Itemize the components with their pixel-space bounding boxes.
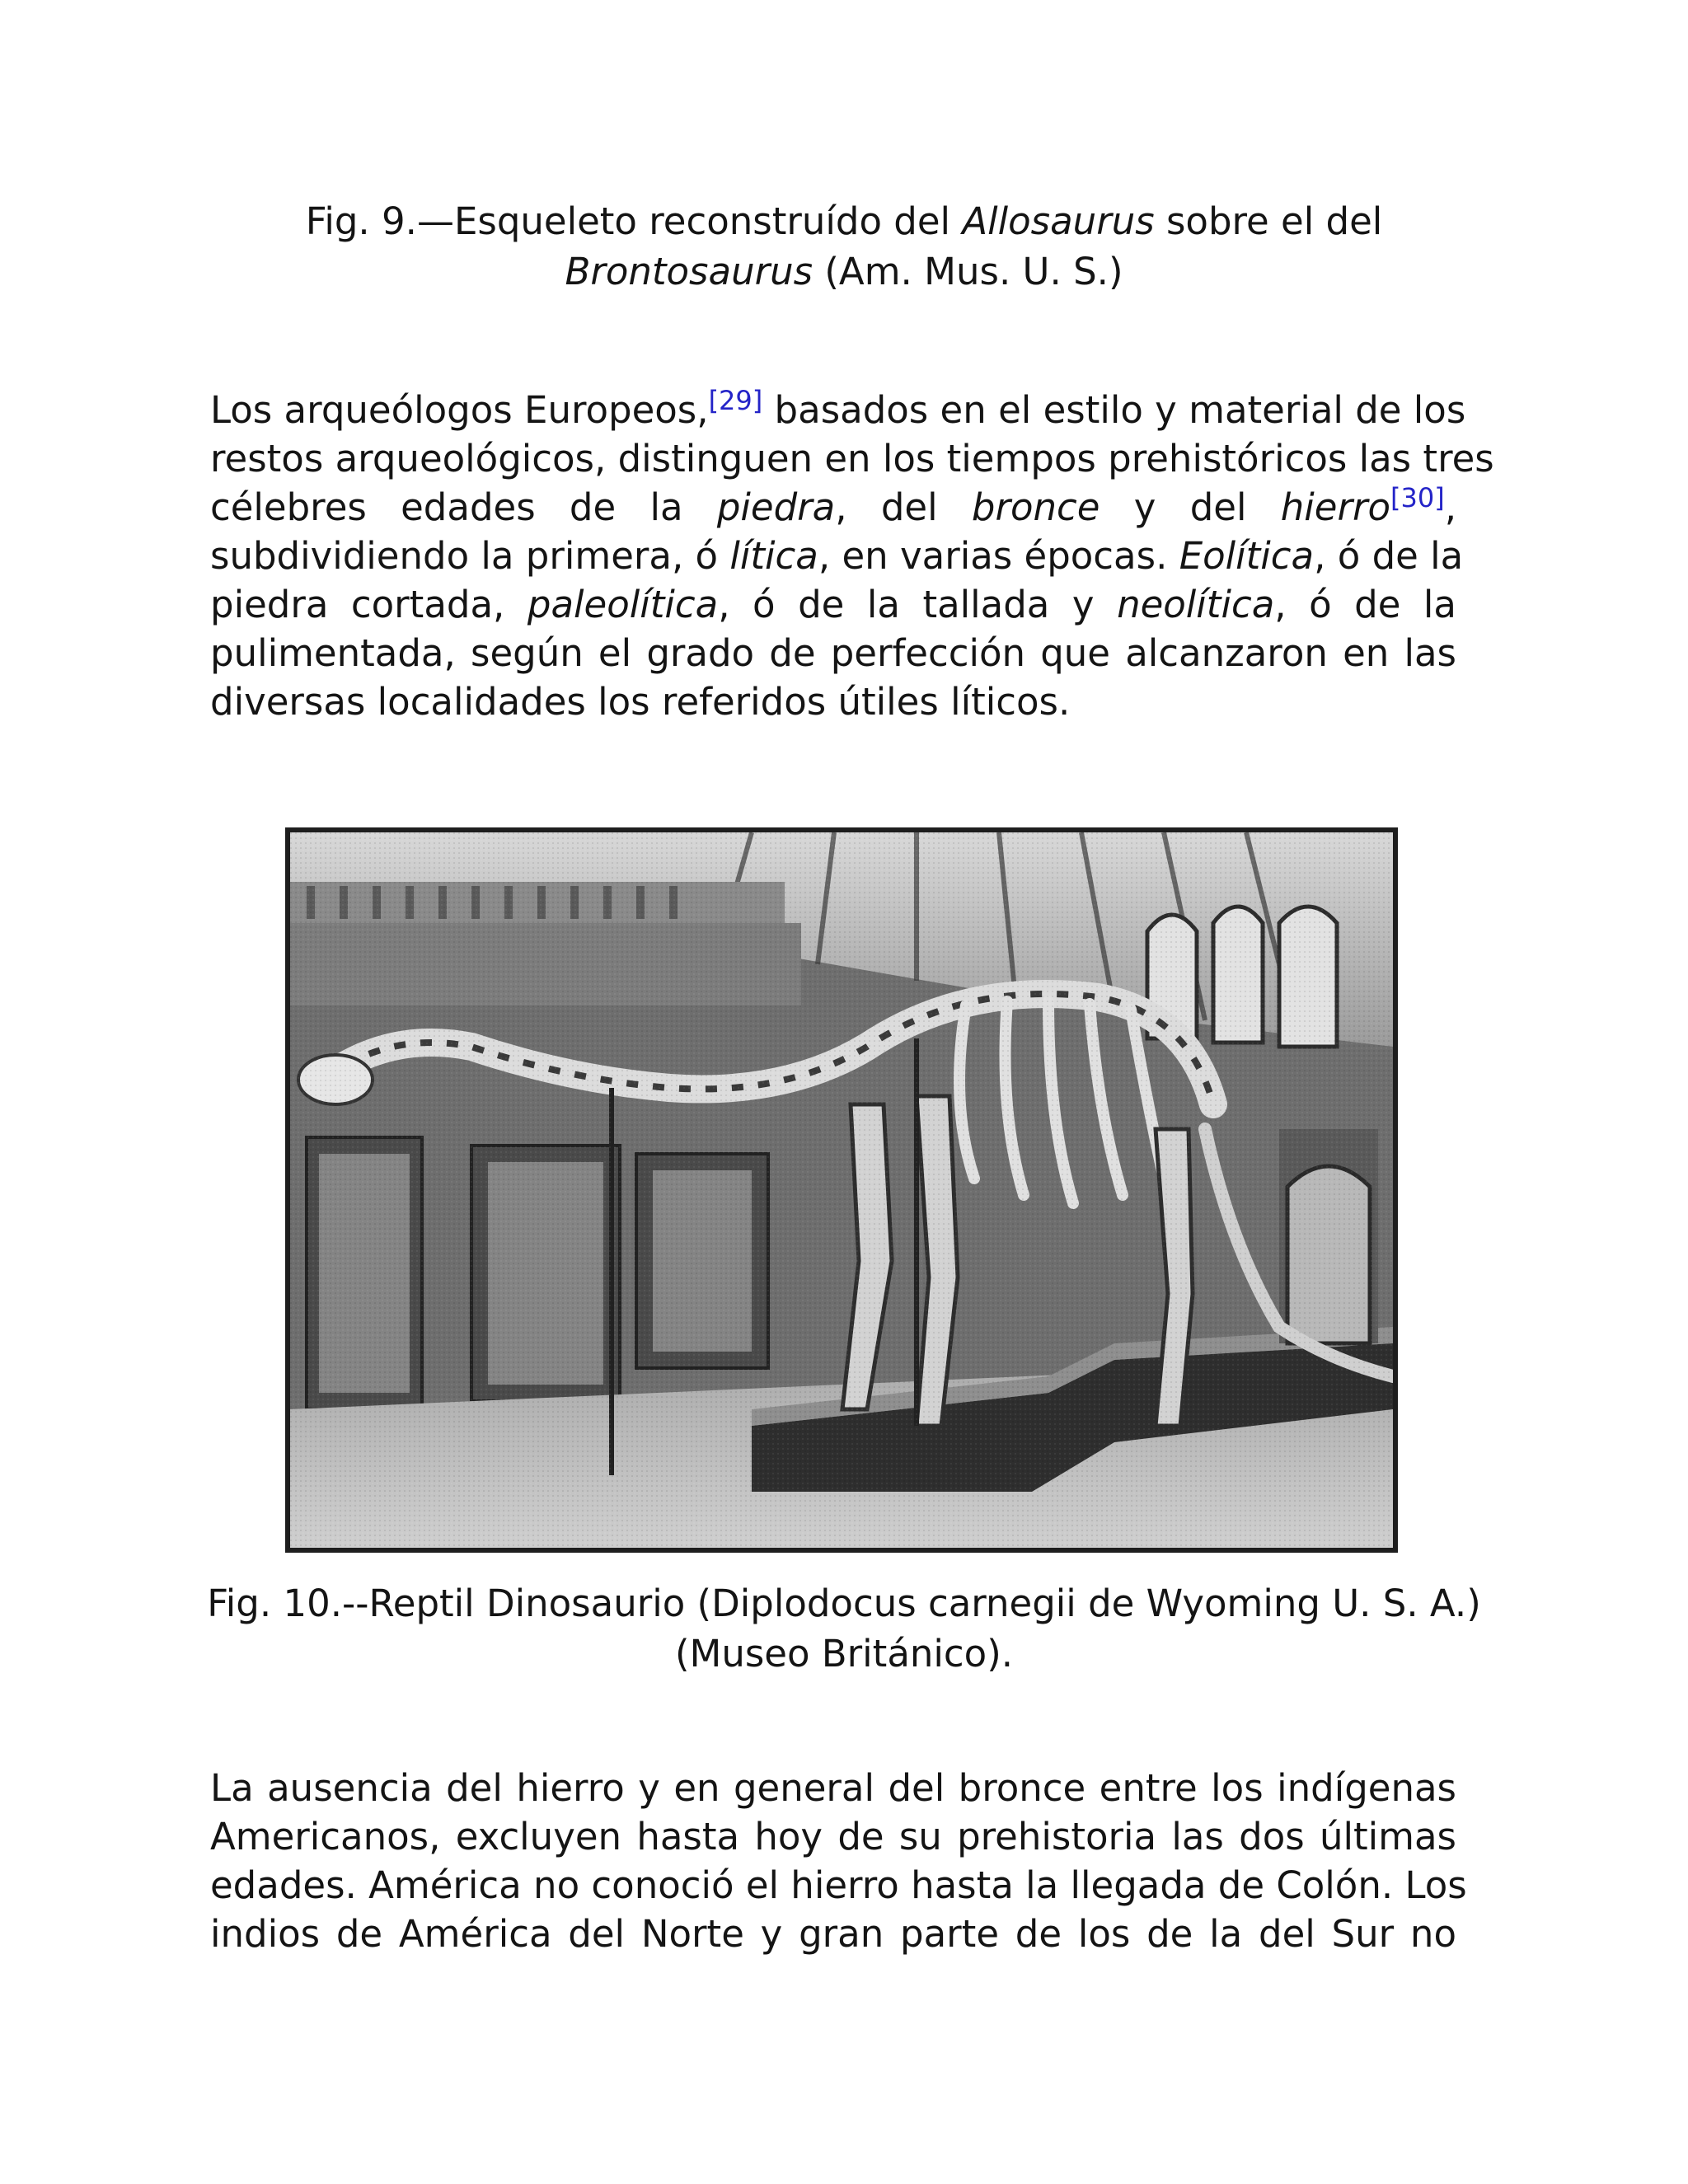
- paragraph-america: [210, 1764, 1467, 1958]
- text-line: Los arqueólogos Europeos,[29] basados en el estilo y material de los: [210, 385, 1466, 432]
- footnote-link-29[interactable]: [29]: [708, 385, 763, 416]
- text-line: edades. América no conoció el hierro hasta la llegada de Colón. Los: [210, 1863, 1467, 1907]
- text-line: célebres edades de la piedra, del bronce y del hierro[30],: [210, 482, 1456, 529]
- text-line: piedra cortada, paleolítica, ó de la tallada y neolítica, ó de la: [210, 583, 1457, 626]
- paragraph-ages: [210, 385, 1494, 726]
- text-line: La ausencia del hierro y en general del bronce entre los indígenas: [210, 1766, 1456, 1810]
- text-line: restos arqueológicos, distinguen en los tiempos prehistóricos las tres: [210, 437, 1494, 480]
- museum-hall-photo: [290, 832, 1393, 1548]
- text-line: subdividiendo la primera, ó lítica, en varias épocas. Eolítica, ó de la: [210, 534, 1464, 578]
- text-line: indios de América del Norte y gran parte de los de la del Sur no: [210, 1912, 1456, 1956]
- text-line: pulimentada, según el grado de perfección que alcanzaron en las: [210, 631, 1456, 675]
- figure-10-caption: Fig. 10.--Reptil Dinosaurio (Diplodocus carnegii de Wyoming U. S. A.) (Museo Británico).: [207, 1582, 1481, 1675]
- text-line: Americanos, excluyen hasta hoy de su prehistoria las dos últimas: [210, 1815, 1456, 1858]
- figure-10-photograph: [285, 827, 1398, 1553]
- figure-9-caption: Fig. 9.—Esqueleto reconstruído del Allosaurus sobre el del Brontosaurus (Am. Mus. U. S.): [305, 199, 1383, 293]
- text-line: diversas localidades los referidos útiles líticos.: [210, 680, 1071, 724]
- footnote-link-30[interactable]: [30]: [1390, 482, 1445, 513]
